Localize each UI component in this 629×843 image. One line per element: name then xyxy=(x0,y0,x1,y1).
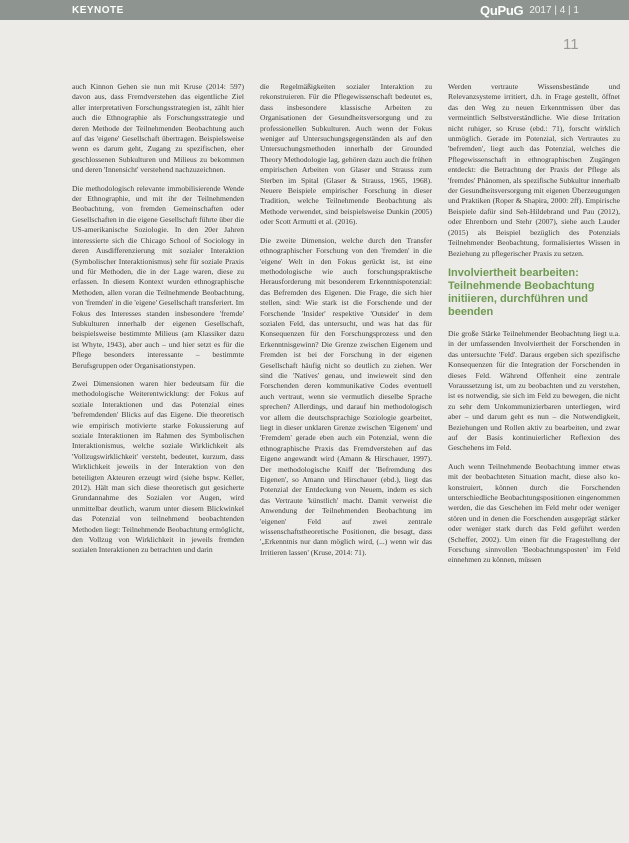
paragraph: Zwei Dimensionen waren hier bedeutsam für die methodologische Weiterentwicklung: der Fokus auf soziale Interaktionen und das Potenzial eines 'befremdenden' Blicks auf das Eigene. Die theoretisch wie empirisch motivierte starke Fokussierung auf soziale Interaktionen im Rahmen des Symbolischen Interaktionismus, welche soziale Wirklichkeit als 'Vollzugswirklichkeit' versteht, bedeutet, kurzum, dass Wirklichkeit jeweils in der Interaktion von den beteiligten Akteuren erzeugt wird (siehe bspw. Keller, 2012). Hält man sich diese theoretisch gut gesicherte Grundannahme des Sozialen vor Augen, wird unmittelbar deutlich, warum unter diesem Blickwinkel das Potenzial von teilnehmend beobachtenden Methoden liegt: Teilnehmende Beobachtung ermöglicht, den Vollzug von Wirklichkeit in jeweils fremden sozialen Interaktionen zu betrachten und darin xyxy=(72,378,244,555)
section-label: KEYNOTE xyxy=(72,4,124,16)
paragraph: Die große Stärke Teilnehmender Beobachtung liegt u.a. in der umfassenden Involviertheit der Forschenden in das untersuchte 'Feld'. Daraus ergeben sich spezifische Konsequenzen für die Integration der Forschenden in dieses Feld. Während Offenheit eine zentrale Voraussetzung ist, um zu beobachten und zu verstehen, ist es notwendig, sie sich im Feld zu bewegen, die nicht zu sehr dem Unkommunizierbaren unterliegen, wird aber – und darum geht es nun – die Notwendigkeit, Beziehungen und Rollen aktiv zu bearbeiten, und zwar auf der Basis kontinuierlicher Reflexion des Geschehens im Feld. xyxy=(448,328,620,453)
paragraph: Auch wenn Teilnehmende Beobachtung immer etwas mit der beobachteten Situation macht, diese also ko-konstruiert, können durch die Forschenden unterschiedliche Beobachtungspositionen eingenommen werden, die das Geschehen im Feld mehr oder weniger stören und in denen die Forschenden ausgeprägt stärker oder weniger stark durch das Feld geführt werden (Scheffer, 2002). Um einen für die Fragestellung der Forschung sinnvollen 'Beobachtungsposten' im Feld einnehmen zu können, müssen xyxy=(448,461,620,565)
journal-logo: QuPuG xyxy=(480,2,524,18)
paragraph: Werden vertraute Wissensbestände und Relevanzsysteme irritiert, d.h. in Frage gestellt, öffnet das den Weg zu neuen Erkenntnissen über das vermeintlich Selbstverständliche. Wie diese Irritation nicht ruhiger, so Kruse (ebd.: 71), forscht wirklich unmöglich. Gerade im Potenzial, sich Vertrautes zu 'befremden', liegt auch das Potenzial, welches die Pflegewissenschaft in ethnographischen Zugängen entdeckt: die Betrachtung der Praxis der Pflege als 'fremdes' Phänomen, als spezifische Subkultur innerhalb der Gesundheitsversorgung mit eigenen Überzeugungen und Praktiken (Roper & Shapira, 2000: 2ff). Empirische Beispiele dafür sind Seh-Hildebrand und Pau (2012), oder Ehrenborn und Stehr (2007), siehe auch Lauder (2015) als Beispiel bezüglich des Potenzials Teilnehmender Beobachtung, formalisiertes Wissen in Beziehung zu pflegerischer Praxis zu setzen. xyxy=(448,82,620,258)
page-header xyxy=(0,0,629,20)
column-2 xyxy=(260,82,432,834)
column-3 xyxy=(448,82,620,834)
section-heading: Involviertheit bearbeiten: Teilnehmende Beobachtung initiieren, durchführen und beenden xyxy=(448,266,595,318)
paragraph: die Regelmäßigkeiten sozialer Interaktion zu rekonstruieren. Für die Pflegewissenschaft bedeutet es, dass insbesondere klassische Arbeiten zu Organisationen der Gesundheitsversorgung und zu professionellen Subkulturen. Auch wenn der Fokus weniger auf Untersuchungsgegenständen als auf den Untersuchungsmethoden innerhalb der Grounded Theory Methodologie lag, gehören dazu auch die frühen empirischen Arbeiten von Glaser und Strauss zum Sterben im Spital (Glaser & Strauss, 1965, 1968). Neuere Beispiele empirischer Forschung in dieser Tradition, welche Teilnehmende Beobachtung als Methode verwendet, sind beispielsweise Dunkin (2005) oder Scott Armutti et al. (2016). xyxy=(260,82,432,227)
column-1 xyxy=(72,82,244,834)
paragraph: Die methodologisch relevante immobilisierende Wende der Ethnographie, und mit ihr der Teilnehmenden Beobachtung, von fremden Gemeinschaften oder Gesellschaften in die eigene Gesellschaft führte über die US-amerikanische Soziologie. In den 20er Jahren interessierte sich die Chicago School of Sociology in deren Ausdifferenzierung mit sozialer Interaktion (Symbolischer Interaktionismus) sehr für soziale Praxis und für Methoden, die in der Lage waren, diese zu erfassen. In diesem Kontext wurden ethnographische Methoden, allen voran die Teilnehmende Beobachtung, von 'fremden' in die 'eigene' Gesellschaft transferiert. Im Fokus des Interesses standen insbesondere 'fremde' Subkulturen innerhalb der eigenen Gesellschaft, beispielsweise bestimmte Milieus (am Klassiker dazu ist Whyte, 1943), aber auch – und hier setzt es für die Pflege besonders interessante – bestimmte Berufsgruppen oder Organisationstypen. xyxy=(72,183,244,370)
issue-number: 2017 | 4 | 1 xyxy=(529,4,579,16)
paragraph: auch Kinnon Gehen sie nun mit Kruse (2014: 597) davon aus, dass Fremdverstehen das eigentliche Ziel aller interpretativen Forschungsstrategien ist, zählt hier auch die Ethnographie als Forschungsstrategie und deren Methode der Teilnehmenden Beobachtung auch auf das 'eigene' Gesellschaft übertragen. Beispielsweise wenn es darum geht, Zugang zu spezifischen, eher geschlossenen Subkulturen und Milieus zu bekommen und deren 'Innensicht' verstehend nachzuzeichnen. xyxy=(72,82,244,175)
journal-brand xyxy=(480,3,579,18)
page-number: 11 xyxy=(563,36,579,53)
paragraph: Die zweite Dimension, welche durch den Transfer ethnographischer Forschung von den 'fremden' in die 'eigene' Welt in den Fokus gerückt ist, ist eine methodologische wie auch forschungspraktische Herausforderung mit besonderem Erkenntnispotenzial: das Befremden des Eigenen. Die Frage, die sich hier stellen, sind: Wie stark ist die Forschende und der Forschende 'Insider' respektive 'Outsider' in dem sozialen Feld, das untersucht, und was hat das für Konsequenzen für den Forschungsprozess und den Erkenntnisgewinn? Die Grenze zwischen Eigenem und Fremden ist bei der Forschung in der eigenen Gesellschaft häufig nicht so deutlich zu ziehen. Wer sind die 'Natives' genau, und inwieweit sind den Forschenden deren kommunikative Codes eventuell auch vertraut, wenn sie vermutlich dieselbe Sprache sprechen? Allerdings, und darauf hin methodologisch vor allem die deutschsprachige Soziologie gearbeitet, liegt in dieser unklaren Grenze zwischen 'Eigenem' und 'Fremdem' gerade eben auch ein Potenzial, wenn die ethnographische Praxis das Fremdverstehen auf das Eigene angewandt wird (Amann & Hirschauer, 1997). Der methodologische Kniff der 'Befremdung des Eigenen', so Amann und Hirschauer (ebd.), liegt das Potenzial der Entdeckung von Neuem, indem es sich das Vertraute 'künstlich' macht. Damit verweist die Anwendung der Teilnehmenden Beobachtung im 'eigenen' Feld auf zwei zentrale wissenschaftstheoretische Positionen, die besagt, dass '„Erkenntnis nur dann möglich wird, (...) wenn wir das Irritieren lassen' (Kruse, 2014: 71). xyxy=(260,235,432,557)
article-body xyxy=(72,82,620,834)
